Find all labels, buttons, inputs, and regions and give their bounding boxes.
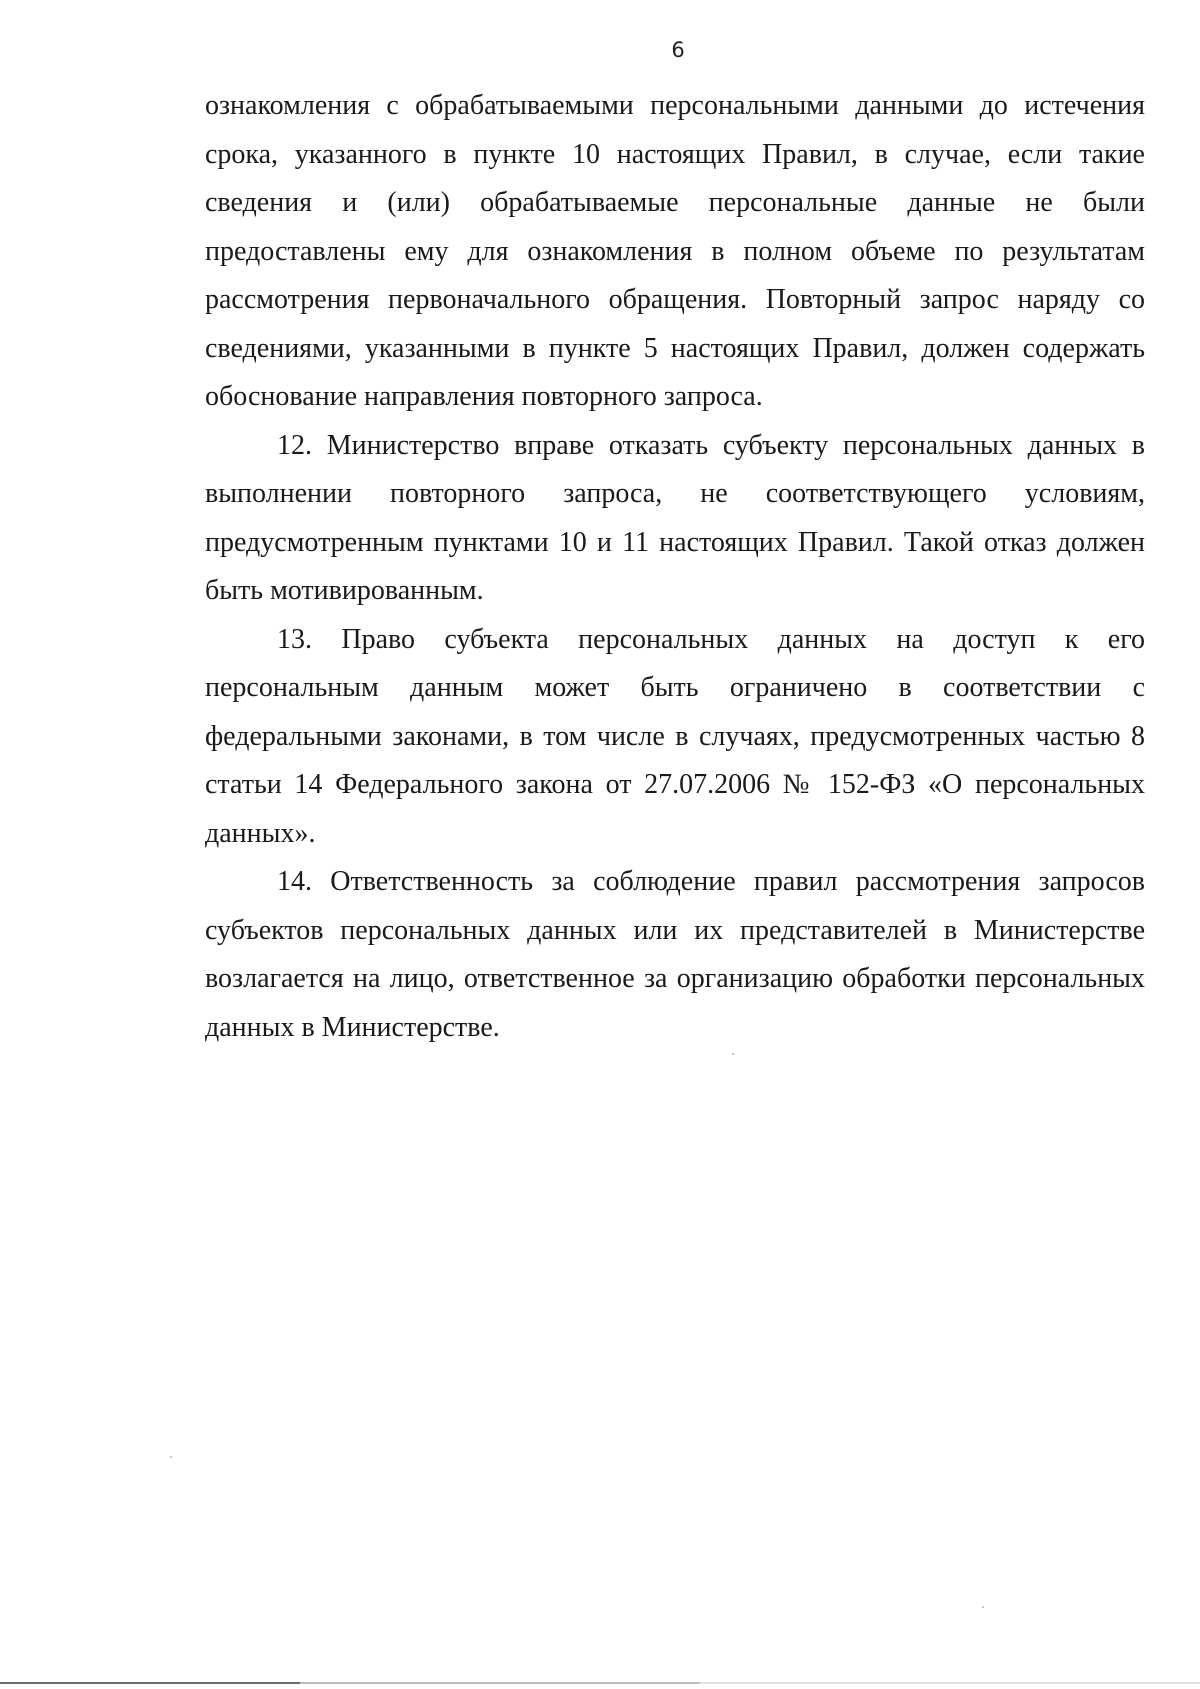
scan-speck: [732, 1053, 734, 1055]
paragraph-13: 13. Право субъекта персональных данных на доступ к его персональным данным может быть ограничено в соответствии с федеральными законами, в том числе в случаях, предусмотренных частью 8 статьи 14 Федерального закона от 27.07.2006 № 152-ФЗ «О персональных данных».: [205, 623, 1145, 849]
paragraph-14: 14. Ответственность за соблюдение правил рассмотрения запросов субъектов персональных данных или их представителей в Министерстве возлагается на лицо, ответственное за организацию обработки персональных данных в Министерстве.: [205, 866, 1145, 1043]
page-number: 6: [671, 38, 685, 62]
scan-speck: [170, 1456, 172, 1458]
document-body: [205, 82, 1145, 1052]
scan-speck: [982, 1606, 984, 1608]
scan-edge-line: [0, 1682, 1200, 1684]
paragraph-12: 12. Министерство вправе отказать субъекту персональных данных в выполнении повторного запроса, не соответствующего условиям, предусмотренным пунктами 10 и 11 настоящих Правил. Такой отказ должен быть мотивированным.: [205, 429, 1145, 606]
paragraph-continuation: ознакомления с обрабатываемыми персональными данными до истечения срока, указанного в пункте 10 настоящих Правил, в случае, если такие сведения и (или) обрабатываемые персональные данные не были предоставлены ему для ознакомления в полном объеме по результатам рассмотрения первоначального обращения. Повторный запрос наряду со сведениями, указанными в пункте 5 настоящих Правил, должен содержать обоснование направления повторного запроса.: [205, 90, 1145, 412]
